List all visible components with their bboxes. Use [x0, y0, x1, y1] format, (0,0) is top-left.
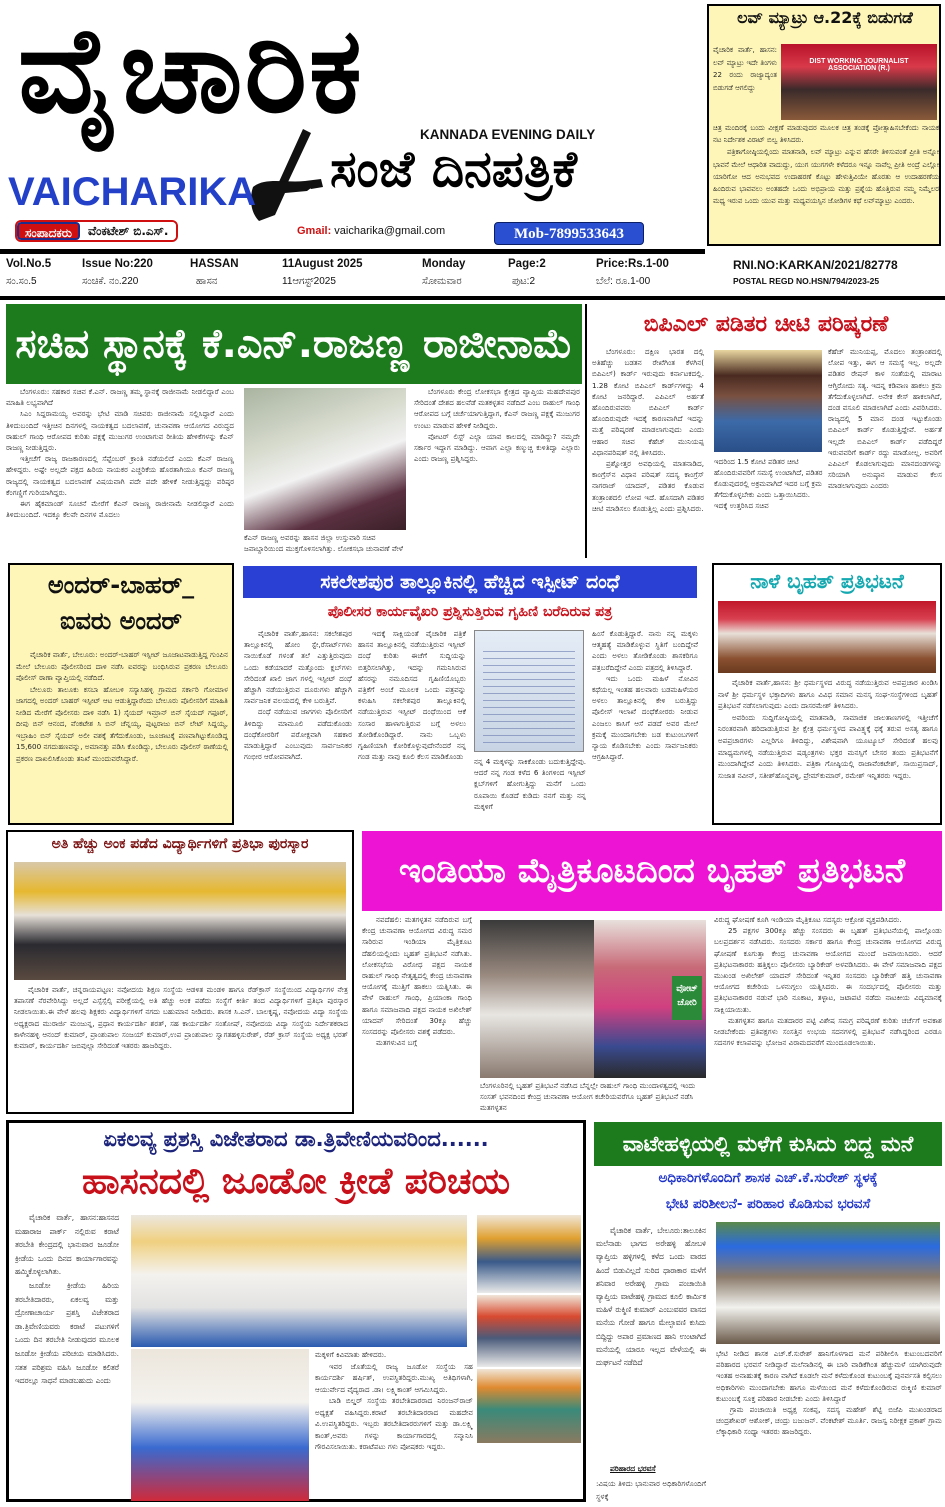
gmail-value[interactable]: vaicharika@gmail.com: [334, 225, 446, 237]
paragraph: ಭೇಟಿ ನೀಡಿದ ಶಾಸಕ ಎಚ್.ಕೆ.ಸುರೇಶ್ ಹಾನಿಗೊಳಗಾದ ಮನೆ ಪರಿಶೀಲಿಸಿ ಕುಟುಂಬದವರಿಗೆ ಪರಿಹಾರದ ಭರವಸೆ ನೀಡಿದ್ದಾರೆ ಮಲೆನಾಡಿನಲ್ಲಿ ಈ ಬಾರಿ ವಾಡಿಕೆಗಿಂತ ಹೆಚ್ಚುಮಳೆ ಯಾಗಿರುವುದೇ ಇಂತಹ ಅನಾಹುತಕ್ಕೆ ಕಾರಣ ವಾಗಿದೆ ಕೂಡಲೇ ಮನೆ ಕಳೆದುಕೊಂಡ ಕುಟುಂಬಕ್ಕೆ ಪುನರ್ವಸತಿ ಕಲ್ಪಿಸಲು ಅಧಿಕಾರಿಗಳು ಮುಂದಾಗಬೇಕು ಹಾಗೂ ಮಳೆಯಿಂದ ಮನೆ ಕಳೆದುಕೊಂಡಿರುವ ರುಕ್ಮಿಣಿ ಕುಮಾರ್ ಕುಟುಂಬಕ್ಕೆ ಸೂಕ್ತ ಪರಿಹಾರ ನೀಡಬೇಕು ಎಂದು ತಿಳಿಸಿದ್ದಾರೆ: [716, 1349, 942, 1403]
minister-photo: [714, 350, 822, 452]
volume-kn: ಸಂ.ಸಂ.5: [6, 276, 37, 287]
paragraph: ಇದು ಒಂದು ಮಹಿಳೆ ನೋವಿನ ಕಥೆಯಲ್ಲ ಇಂತಹ ಹಲವಾರು ಬಡಮಹಿಳೆಯರ ಅಳಲು ತಾಲ್ಲೂಕಿನಲ್ಲಿ ಕೇಳಿ ಬರುತ್ತಿದ್ದು ಪೊಲೀಸ್ ಇಲಾಖೆ ದಂಧೆಕೋರರು ನೀಡುವ ಎಂಜಲು ಕಾಸಿಗೆ ಆಸೆ ಪಡದೆ ಅವರ ಮೇಲೆ ಕ್ರಮಕ್ಕೆ ಮುಂದಾಗಬೇಕು ಬಡ ಕುಟುಂಬಗಳಿಗೆ ನ್ಯಾಯ ಕೊಡಿಸಬೇಕು ಎಂದು ಸಾರ್ವಜನಿಕರು ಆಗ್ರಹಿಸಿದ್ದಾರೆ.: [592, 673, 698, 762]
paragraph: ಅವರಿಂದು ಸುದ್ದಿಗೋಷ್ಠಿಯಲ್ಲಿ ಮಾತನಾಡಿ, ಸಾಮಾಜಿಕ ಜಾಲತಾಣಗಳಲ್ಲಿ ಇತ್ತೀಚೆಗೆ ನಿರಂತರವಾಗಿ ಹರಿದಾಡುತ್ತಿರುವ ಶ್ರೀ ಕ್ಷೇತ್ರ ಧರ್ಮಸ್ಥಳದ ಪಾವಿತ್ರ್ಯಕ್ಕೆ ಧಕ್ಕೆ ತರುವ ಅಸತ್ಯ ಹಾಗೂ ಅಪಪ್ರಚಾರಗಳು ಎಲ್ಲರಿಗೂ ತಿಳಿದಿದ್ದು, ವಿಶೇಷವಾಗಿ ಯೂಟ್ಯೂಬ್ ಸೇರಿದಂತೆ ಹಲವು ಮಾಧ್ಯಮಗಳಲ್ಲಿ ನಡೆಯುತ್ತಿರುವ ಷಡ್ಯಂತ್ರಗಳು ಭಕ್ತರ ಮನಸ್ಸಿಗೆ ಬೇಸರ ತಂದು ಪ್ರತಿಭಟನೆಗೆ ಮುಂದಾಗಿದ್ದೇವೆ ಎಂದು ತಿಳಿಸಿದರು. ಪತ್ರಿಕಾ ಗೋಷ್ಠಿಯಲ್ಲಿ ರಾಜಾವೆಂಕಟೇಶ್, ಸಾಯಿಪ್ರಸಾದ್, ಸುಜಾತ ನವೀನ್, ಸತೀಶ್‌ಹೊನ್ನವಳ್ಳಿ, ಪ್ರೇಮ್‌ಕುಮಾರ್, ರಮೇಶ್ ಇನ್ನಿತರರು ಇದ್ದರು.: [718, 712, 938, 780]
price-kn: ಬೆಲೆ: ರೂ.1-00: [596, 276, 651, 287]
price: Price:Rs.1-00: [596, 258, 669, 270]
paragraph: ಇವರ ಜೊತೆಯಲ್ಲಿ ರಾಜ್ಯ ಜೂಡೋ ಸಂಸ್ಥೆಯ ಸಹ ಕಾರ್ಯದರ್ಶಿ ಹರ್ಷಿತ್, ಉಪಸ್ಥಿತರಿದ್ದರು.ಮುಖ್ಯ ಅತಿಥಿಗಳಾಗಿ, ಆಯುರ್ವೇದ ವೈದ್ಯರಾದ .ಡಾ। ಲಕ್ಷ್ಮಿಕಾಂತ್ ಆಗಮಿಸಿದ್ದರು.: [315, 1361, 473, 1394]
sakleshpur-column-2: [358, 628, 466, 824]
photo-banner: DIST WORKING JOURNALIST ASSOCIATION (R.): [809, 58, 909, 72]
info-top-rule: [0, 252, 705, 254]
letter-caption: ನನ್ನ 4 ಮಕ್ಕಳನ್ನು ಸಾಕಿಕೊಂಡು ಬದುಕುತ್ತಿದ್ದೇವು. ಆದರೆ ನನ್ನ ಗಂಡ ಕಳೆದ 6 ತಿಂಗಳಿಂದ ಇಸ್ಪೀಟ್ ಕ್ಲಬ್‌ಗಳಿಗೆ ಹೋಗುತ್ತಿದ್ದು ಮನೆಗೆ ಒಂದು ರೂಪಾಯಿ ಕೊಡದೆ ಕುಡಿದು ನನಗೆ ಮತ್ತು ನನ್ನ ಮಕ್ಕಳಿಗೆ: [474, 757, 586, 811]
india-alliance-column-1: [362, 914, 472, 1114]
city-kn: ಹಾಸನ: [196, 276, 218, 287]
paragraph: ವೈಚಾರಿಕ ವಾರ್ತೆ,ಹಾಸನ: ಸಕಲೇಶಪುರ ತಾಲ್ಲೂಕಿನಲ್ಲಿ ಹೋಂ ಸ್ಟೇ,ರೆಸಾರ್ಟ್‌ಗಳು ನಾಯಿಕೊಡೆ ಗಳಂತೆ ತಲೆ ಎತ್ತುತ್ತಿರುವುದು ಒಂದು ಕಡೆಯಾದರೆ ಮತ್ತೊಂದು ಕ್ಲಬ್‌ಗಳು ಸೇರಿದಂತೆ ಖಾಲಿ ಜಾಗ ಗಳಲ್ಲಿ ಇಸ್ಪೀಟ್ ದಂಧೆ ಹೆಚ್ಚಾಗಿ ನಡೆಯುತ್ತಿರುವ ದೂರುಗಳು ಹೆಚ್ಚಾಗಿ ಸಾರ್ವಜನಿಕ ವಲಯದಲ್ಲಿ ಕೇಳಿ ಬರುತ್ತಿವೆ.: [244, 629, 352, 706]
paragraph: ಈಗ ಹೈಕಮಾಂಡ್ ಸೂಚನೆ ಮೇರೆಗೆ ಕೆಎನ್ ರಾಜಣ್ಣ ರಾಜೀನಾಮೆ ನೀಡಲಿದ್ದಾರೆ ಎಂದು ತಿಳಿದುಬಂದಿದೆ. ಇದಕ್ಕೂ ಕೆಲವೇ ದಿನಗಳ ಮೊದಲು: [6, 499, 234, 520]
paragraph: ಪತ್ರಿಕಾಗೋಷ್ಠಿಯಲ್ಲಿಂದು ಮಾತನಾಡಿ, ಲವ್ ಮ್ಯಾಟ್ರು ಎನ್ನುವ ಹೆಸರೇ ತಿಳಿಸುವಂತೆ ಪ್ರೀತಿ ಅನ್ನೋ ಭಾವನೆ ಮೇಲೆ ಆಧಾರಿತ ವಾದುದ್ದು, ಯುಗ ಯುಗಗಳೇ ಕಳೆದರೂ ಇನ್ನೂ ನಾವೆಲ್ಲ ಪ್ರೀತಿ ಅಂದ್ರೆ ಎಲ್ಲೋ ಯಾರಿಗೋ ಆದ ಅನುಭವದ ಉದಾಹರಣೆ ಕೊಟ್ಟು ಹೇಳುತ್ತಿವಿಯೇ ಹೊರತು ಆ ಉದಾಹರಣೆಯ ಹಿಂದಿರುವ ಭಾವವಲು ಅಂತಹದೇ ಒಂದು ಅಭಿಪ್ರಾಯ ಮತ್ತು ಪ್ರಶ್ನೆಯ ಹೊತ್ತಿರುವ ನಮ್ಮ ನಿಮ್ಮೆಲರ ಮಧ್ಯ ಇರುವ ಒಂದು ಯುವ ಮತ್ತು ಮಧ್ಯವಯಸ್ಸಿನ ಜೋಡಿಗಳ ಕಥೆ ಲವ್‌ಮ್ಯಾಟ್ರು ಎಂದರು.: [713, 148, 939, 206]
headline-india-alliance: ಇಂಡಿಯಾ ಮೈತ್ರಿಕೂಟದಿಂದ ಬೃಹತ್ ಪ್ರತಿಭಟನೆ: [362, 831, 942, 911]
article-andar-bahar: [8, 563, 234, 825]
collapsed-house-photo: [716, 1222, 940, 1344]
masthead-english-title: VAICHARIKA: [8, 170, 257, 214]
paragraph: ನವದೆಹಲಿ: ಮತಗಳ್ಳತನ ನಡೆದಿರುವ ಬಗ್ಗೆ ಕೇಂದ್ರ ಚುನಾವಣಾ ಆಯೋಗದ ವಿರುದ್ಧ ಸಮರ ಸಾರಿರುವ ಇಂಡಿಯಾ ಮೈತ್ರಿಕೂಟ ದೆಹಲಿಯಲ್ಲಿಂದು ಬೃಹತ್ ಪ್ರತಿಭಟನೆ ನಡೆಸಿತು. ಲೋಕಸಭೆಯ ವಿರೋಧ ಪಕ್ಷದ ನಾಯಕ ರಾಹುಲ್ ಗಾಂಧಿ ನೇತೃತ್ವದಲ್ಲಿ ಕೇಂದ್ರ ಚುನಾವಣಾ ಆಯೋಗಕ್ಕೆ ಮುತ್ತಿಗೆ ಹಾಕಲು ಯತ್ನಿಸಿತು. ಈ ವೇಳೆ ರಾಹುಲ್ ಗಾಂಧಿ, ಪ್ರಿಯಾಂಕಾ ಗಾಂಧಿ ಹಾಗೂ ಸಮಾಜವಾದಿ ಪಕ್ಷದ ನಾಯಕ ಅಖಿಲೇಶ್ ಯಾದವ್ ಸೇರಿದಂತೆ 30ಕ್ಕೂ ಹೆಚ್ಚು ಸಂಸದರನ್ನು ಪೊಲೀಸರು ವಶಕ್ಕೆ ಪಡೆದರು.: [362, 915, 472, 1037]
vatehalli-column-1-continued: :ವಿಷಯ ತಿಳಿದು ಭಾನುವಾರ ಅಧಿಕಾರಿಗಳೊಂದಿಗೆ ಸ್ಥಳಕ್ಕೆ: [596, 1479, 706, 1501]
paragraph: ಹಿಂಸೆ ಕೊಡುತ್ತಿದ್ದಾರೆ. ನಾನು ನನ್ನ ಮಕ್ಕಳು ಆತ್ಮಹತ್ಯೆ ಮಾಡಿಕೊಳ್ಳುವ ಸ್ಥಿತಿಗೆ ಬಂದಿದ್ದೇವೆ ಎಂದು ಅಳಲು ತೋಡಿಕೊಂಡು ಶಾಸಕರಿಗೂ ಪತ್ರಬರೆದಿದ್ದೇನೆ ಎಂದು ಪತ್ರದಲ್ಲಿ ತಿಳಿಸಿದ್ದಾರೆ.: [592, 629, 698, 672]
masthead-tagline: KANNADA EVENING DAILY: [420, 127, 596, 142]
headline-line-1: ಅಂದರ್-ಬಾಹರ್_: [47, 571, 195, 599]
article-body: [718, 677, 938, 823]
judo-demonstration-photo: [131, 1349, 309, 1501]
paragraph: ಬಾಡಿ ಬಿಲ್ಡರ್ ಸಂಸ್ಥೆಯ ತರಬೇತಿದಾರರಾದ ನಿರಂಜನ್‌ರಾಜ್ ಅಧ್ಯಕ್ಷತೆ ವಹಿಸಿದ್ದರು.ಕರಾಟೆ ತರಬೇತಿದಾರರಾದ ಮಹದೇವ ವಿ.ಉಪಸ್ಥಿತರಿದ್ದರು. ಇಬ್ಬರು ತರಬೇತಿದಾರರುಗಳಿಗೆ ಮತ್ತು ಡಾ.ಲಕ್ಷ್ಮಿ ಕಾಂತ್,ಅವರು ಗಳನ್ನು ಕಾರ್ಯಾಗಾರದಲ್ಲಿ ಸನ್ಮಾನಿಸಿ ಗೌರವಿಸಲಾಯಿತು. ಕರಾಟೆಪಟು ಗಳು ಪೋಷಕರು ಇದ್ದರು.: [315, 1396, 473, 1451]
article-lead: ವೈಚಾರಿಕ ವಾರ್ತೆ, ಹಾಸನ: ಲವ್ ಮ್ಯಾಟ್ರು ಇದೇ ತಿಂಗಳು 22 ರಂದು ರಾಜ್ಯಾದ್ಯಂತ ಬಿಡುಗಡೆ ಆಗಲಿದ್ದು: [713, 46, 777, 92]
press-conference-photo: [718, 601, 936, 673]
paragraph: ಬೆಂಗಳೂರು ಕೇಂದ್ರ ಲೋಕಸಭಾ ಕ್ಷೇತ್ರದ ವ್ಯಾಪ್ತಿಯ ಮಹದೇವಪುರ ಸೇರಿದಂತೆ ದೇಶದ ಹಲವೆಡೆ ಮತಕಳ್ಳತನ ನಡೆದಿದೆ ಎಂಬ ರಾಹುಲ್ ಗಾಂಧಿ ಆರೋಪದ ಬಗ್ಗೆ ಚರ್ಚೆಯಾಗುತ್ತಿದ್ದಾಗ, ಕೆಎನ್ ರಾಜಣ್ಣ ಪಕ್ಷಕ್ಕೆ ಮುಜುಗರ ಉಂಟು ಮಾಡುವ ಹೇಳಿಕೆ ನೀಡಿದ್ದರು.: [414, 387, 580, 430]
paragraph: ವೈಚಾರಿಕ ವಾರ್ತೆ, ಹಾಸನ:ಹಾಸನದ ಮಹಾರಾಜ ಪಾರ್ಕ್ ನಲ್ಲಿರುವ ಕರಾಟೆ ತರಬೇತಿ ಕೇಂದ್ರದಲ್ಲಿ ಭಾನುವಾರ ಜೂಡೋ ಕ್ರೀಡೆಯ ಒಂದು ದಿನದ ಕಾರ್ಯಾಗಾರವನ್ನು ಹಮ್ಮಿಕೊಳ್ಳಲಾಗಿತು.: [15, 1213, 119, 1277]
pen-hand-icon: [245, 125, 325, 225]
article-pratibha-puraskara: [6, 830, 354, 1114]
email-contact: [297, 225, 445, 237]
subheadline-line-2: ಭೇಟಿ ಪರಿಶೀಲನೆ- ಪರಿಹಾರ ಕೊಡಿಸುವ ಭರವಸೆ: [665, 1196, 871, 1212]
paragraph: ಮತಗಳುವಿನ ಬಗ್ಗೆ: [376, 1038, 418, 1048]
paragraph: ಸಿಎಂ ಸಿದ್ದರಾಮಯ್ಯ ಅವರನ್ನು ಭೇಟಿ ಮಾಡಿ ಸಚಿವರು ರಾಜೀನಾಮೆ ಸಲ್ಲಿಸಿದ್ದಾರೆ ಎಂದು ತಿಳಿದುಬಂದಿದೆ ಇತ್ತೀಚಿನ ದಿನಗಳಲ್ಲಿ ನಾಯಕತ್ವದ ಬದಲಾವಣೆ, ಚುನಾವಣಾ ಆಯೋಗದ ವಿರುದ್ಧದ ರಾಹುಲ್ ಗಾಂಧಿ ಆರೋಪದ ಕುರಿತು ಪಕ್ಷಕ್ಕೆ ಮುಜುಗರ ಉಂಟಾಗುವ ರೀತಿಯ ಹೇಳಿಕೆಗಳನ್ನು ಕೆಎನ್ ರಾಜಣ್ಣ ನೀಡುತ್ತಿದ್ದರು.: [6, 409, 234, 453]
issue-number-kn: ಸಂಚಿಕೆ. ನಂ.220: [82, 276, 139, 287]
date: 11August 2025: [282, 258, 363, 270]
paragraph: ಜೂಡೋ ಕ್ರೀಡೆಯ ಹಿರಿಯ ತರಬೇತಿದಾರರು, ಏಕಲವ್ಯ ಮತ್ತು ದ್ರೋಣಾಚಾರ್ಯ ಪ್ರಶಸ್ತಿ ವಿಜೇತರಾದ ಡಾ.ತ್ರಿವೇಣಿಯವರು ಕರಾಟೆ ಪಟುಗಳಿಗೆ ಒಂದು ದಿನ ತರಬೇತಿ ನೀಡುವುದರ ಮೂಲಕ ಜೂಡೋ ಕ್ರೀಡೆಯ ಪರಿಚಯ ಮಾಡಿಸಿದರು. ಸತತ ಪರಿಶ್ರಮ ವಹಿಸಿ ಜೂಡೋ ಕಲಿತರೆ ಇದರಲ್ಲೂ ಸಾಧನೆ ಮಾಡಬಹುದು ಎಂದು: [15, 1280, 119, 1386]
judo-column-2: [315, 1349, 473, 1501]
paragraph: ಬೆಂಗಳೂರು: ದಕ್ಷಿಣ ಭಾರತ ದಲ್ಲಿ ಅತಿಹೆಚ್ಚು ಬಡತನ ರೇಖೆಗಿಂತ ಕೆಳಗಿನ( ಬಿಪಿಎಲ್) ಕಾರ್ಡ್ ಇರುವುದು ಕರ್ನಾಟಕದಲ್ಲಿ. 1.28 ಕೋಟಿ ಬಿಪಿಎಲ್ ಕಾರ್ಡ್‌ಗಳಿದ್ದು 4 ಕೋಟಿ ಜನರಿದ್ದಾರೆ. ಎಪಿಎಲ್ ಅರ್ಹತೆ ಹೊಂದಿರುವವರು ಬಿಪಿಎಲ್ ಕಾರ್ಡ್ ಹೊಂದಿರುವುದೇ ಇದಕ್ಕೆ ಕಾರಣವಾಗಿದೆ ಇದನ್ನು ಮತ್ತೆ ಪರಿಷ್ಕರಣೆ ಮಾಡಲಾಗುವುದು ಎಂದು ಆಹಾರ ಸಚಿವ ಕೆಹೆಚ್ ಮುನಿಯಪ್ಪ ವಿಧಾನಪರಿಷತ್ ನಲ್ಲಿ ತಿಳಿಸಿದರು.: [592, 347, 704, 457]
headline-vatehalli: ವಾಟೇಹಳ್ಳಿಯಲ್ಲಿ ಮಳೆಗೆ ಕುಸಿದು ಬಿದ್ದ ಮನೆ: [594, 1122, 942, 1166]
article-judo: [6, 1120, 586, 1502]
paragraph: ಬೇಲೂರು ತಾಲೂಕು ಕಸಬಾ ಹೋಬಳಿ ಸಸ್ಯಾಸಿಹಳ್ಳಿ ಗ್ರಾಮದ ಸರ್ಕಾರಿ ಗೋಮಾಳ ಜಾಗದಲ್ಲಿ ಅಂದರ್ ಬಾಹರ್ ಇಸ್ಪೀಟ್ ಆಟ ಆಡುತ್ತಿದ್ದಾರೆಂದು ಬೇಲೂರು ಪೊಲೀಸರಿಗೆ ಮಾಹಿತಿ ನೀಡಿದ ಮೇರೆಗೆ ಪೊಲೀಸರು ದಾಳಿ ನಡೆಸಿ 1) ಸೈಯದ್ ಇಮ್ರಾನ್ ಬಿನ್ ಸೈಯದ್ ಗಫೂರ್, ದೀಪು ಬಿನ್ ಆನಂದ, ವೆಂಕಟೇಶ ಸಿ ಬಿನ್ ಚೆನ್ನಯ್ಯ, ಪುಟ್ಟರಾಜು ಬಿನ್ ಲೇಟ್ ಸಿದ್ದಯ್ಯ, ಇಬ್ರಾಹಿಂ ಬಿನ್ ಸೈಯದ್ ಅಲೀ ವಶಕ್ಕೆ ತೆಗೆದುಕೊಂಡು, ಜೂಜಾಟಕ್ಕೆ ಪಣವಾಗಿಟ್ಟುಕೊಂಡಿದ್ದ 15,600 ನಗದುಹಣವನ್ನು, ಅಮಾನತ್ತು ಪಡಿಸಿ ಕೊಂಡಿದ್ದು, ಬೇಲೂರು ಪೊಲೀಸ್ ಠಾಣೆಯಲ್ಲಿ ಪ್ರಕರಣ ದಾಖಲಿಸಿಕೊಂಡು ತನಿಖೆ ಮುಂದುವರೆಸಿದ್ದಾರೆ.: [16, 684, 228, 763]
article-body: [14, 984, 348, 1112]
weekday-kn: ಸೋಮವಾರ: [422, 276, 462, 287]
paragraph: ಇತ್ತೀಚೆಗೆ ರಾಜ್ಯ ರಾಜಕಾರಣದಲ್ಲಿ ಸೆಪ್ಟೆಂಬರ್ ಕ್ರಾಂತಿ ನಡೆಯಲಿದೆ ಎಂದು ಕೆಎನ್ ರಾಜಣ್ಣ ಹೇಳಿದ್ದರು. ಅಷ್ಟೇ ಅಲ್ಲದೇ ಪಕ್ಷದ ಹಿರಿಯ ನಾಯಕರ ಎಚ್ಚರಿಕೆಯ ಹೊರತಾಗಿಯೂ ಕೆಎನ್ ರಾಜಣ್ಣ ರಾಜ್ಯದಲ್ಲಿ ನಾಯಕತ್ವದ ಬದಲಾವಣೆ ವಿಷಯವಾಗಿ ಪದೇ ಪದೇ ಹೇಳಿಕೆ ನೀಡುತ್ತಿದ್ದದ್ದು ವರಿಷ್ಠರ ಕೆಂಗಣ್ಣಿಗೆ ಗುರಿಯಾಗಿದ್ದರು.: [6, 454, 234, 497]
page-number-kn: ಪುಟ:2: [512, 276, 536, 287]
rni-number: RNI.NO:KARKAN/2021/82778: [733, 258, 898, 272]
editor-label: ಸಂಪಾದಕರು: [17, 222, 80, 240]
paragraph: ಪ್ರಶ್ನೋತ್ತರ ಅವಧಿಯಲ್ಲಿ ಮಾತನಾಡಿದ, ಕಾಂಗ್ರೆಸ್‌ನ ವಿಧಾನ ಪರಿಷತ್ ಸದಸ್ಯ ಕಾಂಗ್ರೆಸ್ ನಾಗರಾಜ್ ಯಾದವ್, ಪಡಿತರ ಕೊಡುವ ತಂತ್ರಾಂಶದಲಿ ಲೋಪ ಇದೆ. ಹೊಸದಾಗಿ ಪಡಿತರ ಚೀಟಿ ಮಾಡಿಸಲು ಕೊಡುತ್ತಿಲ್ಲ ಎಂದು ಪ್ರಶ್ನಿಸಿದರು.: [592, 459, 704, 513]
paragraph: ಗ್ರಾಮ ಪಂಚಾಯಿತಿ ಅಧ್ಯಕ್ಷ ಸಂಕಪ್ಪ, ಸದಸ್ಯ ಮಹೇಶ್ ಶೆಟ್ಟಿ ಬಿಜೆಪಿ ಮುಖಂಡರಾದ ಚಂದ್ರಶೇಖರ್ ಆಶೋಕ್, ಚಂದ್ರು ಬಜುಜನ್. ವೆಂಕಟೇಶ್ ಮೂರ್ತಿ. ರಾಜಸ್ವ ನಿರೀಕ್ಷಕ ಪ್ರಕಾಶ್ ಗ್ರಾಮ ಲೆಕ್ಕಾಧಿಕಾರಿ ಸಂಧ್ಯಾ ಇತರರು ಹಾಜರಿದ್ದರು.: [716, 1405, 942, 1437]
sub-label-parihara: ಪರಿಹಾರದ ಭರವಸೆ: [610, 1464, 656, 1473]
sakleshpur-column-1: [244, 628, 352, 824]
vatehalli-column-2: [716, 1348, 942, 1504]
headline-rajanna: ಸಚಿವ ಸ್ಥಾನಕ್ಕೆ ಕೆ.ಎನ್.ರಾಜಣ್ಣ ರಾಜೀನಾಮೆ: [6, 304, 582, 384]
sakleshpur-column-4: [592, 628, 698, 824]
subheadline-line-1: ಅಧಿಕಾರಿಗಳೊಂದಿಗೆ ಶಾಸಕ ಎಚ್.ಕೆ.ಸುರೇಶ್ ಸ್ಥಳಕ್ಕೆ: [658, 1170, 878, 1186]
award-ceremony-photo: [14, 862, 346, 980]
editor-badge: [15, 220, 178, 242]
india-alliance-column-3: [714, 914, 942, 1114]
postal-reg-number: POSTAL REGD NO.HSN/794/2023-25: [733, 276, 880, 286]
paragraph: 25 ಪಕ್ಷಗಳ 300ಕ್ಕೂ ಹೆಚ್ಚು ಸಂಸದರು ಈ ಬೃಹತ್ ಪ್ರತಿಭಟನೆಯಲ್ಲಿ ಪಾಲ್ಗೊಂಡು ಬಲಪ್ರದರ್ಶನ ನಡೆಸಿದರು. ಸಂಸದರು ಸರ್ಕಾರ ಹಾಗೂ ಕೇಂದ್ರ ಚುನಾವಣಾ ಆಯೋಗದ ವಿರುದ್ಧ ಘೋಷಣೆ ಕೂಗುತ್ತಾ ಕೇಂದ್ರ ಚುನಾವಣಾ ಆಯೋಗದ ಮುಂದೆ ಜಮಾಯಿಸಿದರು. ಆದರೆ ಪ್ರತಿಭಟನಾಕಾರರು ಹತ್ತಿಕ್ಕಲು ಪೊಲೀಸರು ಬ್ಯಾರಿಕೇಡ್ ಅಳವಡಿಸಿದರು. ಈ ವೇಳೆ ಸಮಾಜವಾದಿ ಪಕ್ಷದ ಮುಖಂಡ ಅಖಿಲೇಶ್ ಯಾದವ್ ಸೇರಿದಂತೆ ಇನ್ನಿತರ ಸಂಸದರು ಬ್ಯಾರಿಕೇಡ್ ಹತ್ತಿ ಚುನಾವಣಾ ಆಯೋಗದ ಕಚೇರಿಯ ಒಳನುಗ್ಗಲು ಯತ್ನಿಸಿದರು. ಈ ಸಂದರ್ಭದಲ್ಲಿ ಪೊಲೀಸರು ಮತ್ತು ಪ್ರತಿಭಟನಾಕಾರರ ನಡುವೆ ಭಾರಿ ನೂಕಾಟ, ತಳ್ಳಾಟ, ಜಟಾಪಟಿ ನಡೆದು ನಾಟಕೀಯ ವಿದ್ಯಮಾನಕ್ಕೆ ಸಾಕ್ಷಿಯಾಯಿತು.: [714, 926, 942, 1014]
paragraph: ಮಕ್ಕಳಿಗೆ ಕಿವಿಮಾತು ಹೇಳಿದರು.: [315, 1350, 387, 1359]
city: HASSAN: [190, 258, 239, 270]
india-alliance-photo-caption: ಬೆಂಗಳೂರಿನಲ್ಲಿ ಬೃಹತ್ ಪ್ರತಿಭಟನೆ ನಡೆಸಿದ ಬೆನ್ನಲ್ಲೇ ರಾಹುಲ್ ಗಾಂಧಿ ಮುಂದಾಳತ್ವದಲ್ಲಿ ಇಂದು ಸಂಸತ್ ಭವನದಿಂದ ಕೇಂದ್ರ ಚುನಾವಣಾ ಆಯೋಗ ಕಚೇರಿಯವರೆಗೂ ಬೃಹತ್ ಪ್ರತಿಭಟನೆ ನಡೆಸಿ ಮತಗಳ್ಳತನ: [480, 1081, 696, 1112]
masthead-title: ವೈಚಾರಿಕ: [18, 0, 364, 139]
protest-crowd-photo: [594, 920, 706, 1078]
masthead-subtitle: ಸಂಜೆ ದಿನಪತ್ರಿಕೆ: [330, 140, 577, 198]
felicitation-photo-1: [477, 1215, 581, 1293]
article-love-matru: [707, 4, 941, 246]
issue-number: Issue No:220: [82, 258, 153, 270]
paragraph: ಮತಗಳ್ಳತನ ಹಾಗೂ ಮತದಾರರ ಪಟ್ಟಿ ವಿಶೇಷ ಸಮಗ್ರ ಪರಿಷ್ಕರಣೆ ಕುರಿತು ಚರ್ಚೆಗೆ ಅವಕಾಶ ನೀಡಬೇಕೆಂದು ಪ್ರತಿಪಕ್ಷಗಳು ಸಂಸತ್ತಿನ ಉಭಯ ಸದನಗಳಲ್ಲಿ ಪ್ರತಿಭಟನೆ ನಡೆಸಿದ್ದರಿಂದ ಎರಡೂ ಸದನಗಳ ಕಲಾಪವನ್ನು ಭೋಜನ ವಿರಾಮದವರೆಗೆ ಮುಂದೂಡಲಾಯಿತು.: [714, 1015, 942, 1048]
rajanna-column-1: [6, 386, 234, 556]
paragraph: ಬೆಂಗಳೂರು: ಸಹಕಾರ ಸಚಿವ ಕೆ.ಎನ್. ರಾಜಣ್ಣ ತಮ್ಮ ಸ್ಥಾನಕ್ಕೆ ರಾಜೀನಾಮೆ ನೀಡಲಿದ್ದಾರೆ ಎಂಬ ಮಾಹಿತಿ ಲಭ್ಯವಾಗಿದೆ: [6, 387, 234, 408]
headline-sakleshpur: ಸಕಲೇಶಪುರ ತಾಲ್ಲೂಕಿನಲ್ಲಿ ಹೆಚ್ಚಿದ ಇಸ್ಪೀಟ್ ದಂಧೆ: [243, 566, 697, 598]
rajanna-column-3: [414, 386, 580, 556]
headline: ಲವ್ ಮ್ಯಾಟ್ರು ಆ.22ಕ್ಕೆ ಬಿಡುಗಡೆ: [737, 8, 913, 27]
date-kn: 11ಆಗಸ್ಟ್2025: [282, 276, 336, 287]
paragraph: ವೈಚಾರಿಕ ವಾರ್ತೆ, ಚನ್ನರಾಯಪಟ್ಟಣ: ನವೋದಯ ಶಿಕ್ಷಣ ಸಂಸ್ಥೆಯ ಆಡಳಿತ ಮಂಡಳಿ ಹಾಗೂ ರೆಡ್‌ಕ್ರಾಸ್ ಸಂಸ್ಥೆಯಿಂದ ವಿದ್ಯಾರ್ಥಿಗಳ ನೇತ್ರ ತಪಾಸಣೆ ನೆರವೇರಿಸಿದ್ದು ಅಲ್ಲದೆ ಎಸ್ಸೆಸ್ಸೆಲ್ಸಿ ಪರೀಕ್ಷೆಯಲ್ಲಿ ಅತಿ ಹೆಚ್ಚು ಅಂಕ ಪಡೆದು ಸಂಸ್ಥೆಗೆ ಕೀರ್ತಿ ತಂದ ವಿದ್ಯಾರ್ಥಿಗಳಿಗೆ ಪ್ರತಿಭಾ ಪುರಸ್ಕಾರ ನೀಡಲಾಯಿತು.ಈ ವೇಳೆ ಹಲವು ಶಿಕ್ಷಕರು ವಿದ್ಯಾರ್ಥಿಗಳಿಗೆ ನಗದು ಬಹುಮಾನ ನೀಡಿದರು. ಶಾಸಕ ಸಿ.ಎನ್. ಬಾಲಕೃಷ್ಣ, ನವೋದಯ ವಿದ್ಯಾ ಸಂಸ್ಥೆಯ ಅಧ್ಯಕ್ಷರಾದ ಮುರಾರ್ಜಿ ಮಂಜುನ್ನ, ಪ್ರಧಾನ ಕಾರ್ಯದರ್ಶಿ ಶರತ್, ಸಹ ಕಾರ್ಯದರ್ಶಿ ಸಂತೋಷ್, ನವೋದಯ ವಿದ್ಯಾ ಸಂಸ್ಥೆಯ ನಿರ್ದೇಶಕರಾದ ಕಾಳೇನಹಳ್ಳಿ ಆನಂದ್ ಕುಮಾರ್, ಪ್ರಾಂಶುಪಾಲ ಸಂಜಯ್ ಕುಮಾರ್,ಉಪ ಪ್ರಾಂಶುಪಾಲ ಸ್ವಾಗತಹಳ್ಳಿಸುರೇಶ್, ರೆಡ್ ಕ್ರಾಸ್ ಸಂಸ್ಥೆಯ ಅಧ್ಯಕ್ಷ ಭರತ್ ಕುಮಾರ್, ಕಾರ್ಯದರ್ಶಿ ಜಬಿವುಲ್ಲಾ ಸೇರಿದಂತೆ ಇತರರು ಹಾಜರಿದ್ದರು.: [14, 985, 348, 1051]
rajanna-photo-caption: ಕೆಎನ್ ರಾಜಣ್ಣ ಅವರನ್ನು ಹಾಸನ ಜಿಲ್ಲಾ ಉಸ್ತುವಾರಿ ಸಚಿವ ಜವಾಬ್ದಾರಿಯಿಂದ ಮುಕ್ತಗೊಳಿಸಲಾಗಿತ್ತು. ಲೋಕಸಭಾ ಚುನಾವಣೆ ವೇಳೆ: [244, 533, 403, 553]
paragraph: ಕೆಹೆಚ್ ಮುನಿಯಪ್ಪ, ಮೊದಲು ತಂತ್ರಾಂಶದಲ್ಲಿ ಲೋಪ ಇತ್ತು, ಈಗ ಆ ಸಮಸ್ಯೆ ಇಲ್ಲ. ಅಲ್ಲದೇ ಪಡಿತರ ರೇಷನ್ ಕಾಳ ಸಂತೆಯಲ್ಲಿ ಮಾರಾಟ ಆಗ್ತಿರೋದು ಸತ್ಯ. ಇದನ್ನ ಕಡಿವಾಣ ಹಾಕಲು ಕ್ರಮ ತೆಗೆದುಕೊಳ್ಳಲಾಗಿದೆ. ಅನೇಕ ಕೇಸ್ ಹಾಕಲಾಗಿದೆ, ದಂಡ ವಸೂಲಿ ಮಾಡಲಾಗಿದೆ ಎಂದು ವಿವರಿಸಿದರು. ರಾಜ್ಯದಲ್ಲಿ 5 ಮಾನ ದಂಡ ಇಟ್ಟುಕೊಂಡು ಬಿಪಿಎಲ್ ಕಾರ್ಡ್ ಕೊಡುತ್ತಿದ್ದೇವೆ. ಅರ್ಹತೆ ಇಲ್ಲದೇ ಬಿಪಿಎಲ್ ಕಾರ್ಡ್ ಪಡೆದಿದ್ದರೆ ಇರುವವರಿಗೆ ಕಾರ್ಡ್ ರದ್ದು ಮಾಡೋಲ್ಲ. ಅವರಿಗೆ ಎಪಿಎಲ್ ಕೊಡಲಾಗುವುದು ಮಾನದಂಡಗಳನ್ನು ಸರಿಯಾಗಿ ಅನುಷ್ಠಾನ ಮಾಡುವ ಕೆಲಸ ಮಾಡಲಾಗುವುದು ಎಂದರು: [828, 347, 942, 491]
felicitation-photo-3: [477, 1369, 581, 1443]
headline: ಹಾಸನದಲ್ಲಿ ಜೂಡೋ ಕ್ರೀಡೆ ಪರಿಚಯ: [81, 1161, 511, 1202]
editor-name: ವೆಂಕಟೇಶ್ ಬಿ.ಎಸ್.: [80, 222, 176, 240]
gmail-label: Gmail:: [297, 225, 332, 237]
paragraph: ವೈಚಾರಿಕ ವಾರ್ತೆ,ಹಾಸನ: ಶ್ರೀ ಧರ್ಮಸ್ಥಳದ ವಿರುದ್ಧ ನಡೆಯುತ್ತಿರುವ ಅಪಪ್ರಚಾರ ಖಂಡಿಸಿ ನಾಳೆ ಶ್ರೀ ಧರ್ಮಸ್ಥಳ ಭಕ್ತಾದಿಗಳು ಹಾಗೂ ವಿವಿಧ ಸಮಾನ ಮನಸ್ಕ ಸಂಘ-ಸಂಸ್ಥೆಗಳಿಂದ ಬೃಹತ್ ಪ್ರತಿಭಟನೆ ನಡೆಸಲಾಗುವುದು ಎಂದು ದಾಸರಮೇಶ್ ತಿಳಿಸಿದರು.: [718, 678, 938, 711]
rajanna-photo: [244, 388, 406, 530]
info-bottom-rule: [0, 296, 945, 300]
column-divider: [585, 304, 587, 558]
paragraph: ಚಿತ್ರ ಮಂದಿರಕ್ಕೆ ಬಂದು ವೀಕ್ಷಣೆ ಮಾಡುವುದರ ಮೂಲಕ ಚಿತ್ರ ತಂಡಕ್ಕೆ ಪ್ರೋತ್ಸಾಹಿಸಬೇಕೆಂದು ನಾಯಕ ನಟ ನಿರ್ದೇಶಕ ವಿರಾಟ್ ಬಿಲ್ವ ತಿಳಿಸಿದರು.: [713, 124, 939, 145]
volume: Vol.No.5: [6, 258, 52, 270]
bpl-column-3: [828, 346, 942, 558]
mobile-contact: Mob-7899533643: [494, 222, 644, 245]
article-naale-pratibhatane: [712, 563, 942, 825]
article-body: [16, 649, 228, 821]
kicker: ಏಕಲವ್ಯ ಪ್ರಶಸ್ತಿ ವಿಜೇತರಾದ ಡಾ.ತ್ರಿವೇಣಿಯವರಿಂದ......: [103, 1127, 489, 1151]
vatehalli-column-1: [596, 1224, 706, 1464]
judo-column-1: [15, 1211, 119, 1495]
headline-line-2: ಐವರು ಅಂದರ್: [59, 607, 183, 635]
paragraph: ವಿರುದ್ಧ ಘೋಷಣೆ ಕೂಗಿ ಇಂಡಿಯಾ ಮೈತ್ರಿಕೂಟ ಸದಸ್ಯರು ಆಕ್ರೋಶ ವ್ಯಕ್ತಪಡಿಸಿದರು.: [714, 915, 902, 924]
rahul-gandhi-photo: [480, 920, 594, 1078]
bpl-column-1: [592, 346, 704, 558]
paragraph: ವೋಟರ್ ಲಿಸ್ಟ್ ಎಲ್ಲಾ ಯಾವ ಕಾಲದಲ್ಲಿ ಮಾಡಿದ್ದು? ನಮ್ಮದೇ ಸರ್ಕಾರ ಇದ್ದಾಗ ಮಾಡಿದ್ದು. ಆವಾಗ ಎಲ್ಲಾ ಕಣ್ಮುಚ್ಚಿ ಕುಳಿತಿದ್ವಾ ಎಲ್ಲಾರು ಎಂದು ರಾಜಣ್ಣ ಪ್ರಶ್ನಿಸಿದ್ದರು.: [414, 431, 580, 464]
handwritten-letter-photo: [474, 630, 584, 752]
felicitation-photo-2: [477, 1295, 581, 1367]
protest-sign: ವೋಟ್ ಚೋರಿ: [672, 976, 702, 1020]
headline: ಅತಿ ಹೆಚ್ಚು ಅಂಕ ಪಡೆದ ವಿದ್ಯಾರ್ಥಿಗಳಿಗೆ ಪ್ರತಿಭಾ ಪುರಸ್ಕಾರ: [51, 836, 309, 852]
judo-workshop-photo: [131, 1215, 467, 1347]
subheadline-sakleshpur: ಪೊಲೀಸರ ಕಾರ್ಯವೈಖರಿ ಪ್ರಶ್ನಿಸುತ್ತಿರುವ ಗೃಹಿಣಿ ಬರೆದಿರುವ ಪತ್ರ: [327, 604, 613, 620]
paragraph: ದಂಧೆ ನಡೆಯುವ ಜಾಗಗಳು ಪೊಲೀಸರಿಗೆ ತಿಳಿದಿದ್ದು ಮಾಮೂಲಿ ಪಡೆದುಕೊಂಡು ದಂಧೆಕೋರರಿಗೆ ಪರೋಕ್ಷವಾಗಿ ಸಹಕಾರ ಮಾಡುತ್ತಿದ್ದಾರೆ ಎಂಬುವುದು ಸಾರ್ವಜನಿಕರ ಗಂಭೀರ ಆರೋಪವಾಗಿದೆ.: [244, 707, 352, 762]
headline: ನಾಳೆ ಬೃಹತ್ ಪ್ರತಿಭಟನೆ: [750, 569, 904, 593]
headline-bpl: ಬಿಪಿಎಲ್ ಪಡಿತರ ಚೀಟಿ ಪರಿಷ್ಕರಣೆ: [643, 312, 889, 337]
press-meet-photo: [781, 44, 937, 120]
paragraph: ವೈಚಾರಿಕ ವಾರ್ತೆ, ಬೇಲೂರು: ಅಂದರ್-ಬಾಹರ್ ಇಸ್ಪೀಟ್ ಜೂಜಾಟವಾಡುತ್ತಿದ್ದ ಗುಂಪಿನ ಮೇಲೆ ಬೇಲೂರು ಪೊಲೀಸರಿಂದ ದಾಳಿ ನಡೆಸಿ ಐವರನ್ನು ಬಂಧಿಸಿರುವ ಪ್ರಕರಣ ಬೇಲೂರು ಪೊಲೀಸ್ ಠಾಣಾ ವ್ಯಾಪ್ತಿಯಲ್ಲಿ ನಡೆದಿದೆ.: [16, 650, 228, 682]
weekday: Monday: [422, 258, 466, 270]
issue-info-bar: [0, 256, 945, 296]
page-number: Page:2: [508, 258, 546, 270]
article-body: [713, 122, 939, 244]
paragraph: ಇದಕ್ಕೆ ಸಾಕ್ಷಿಯಂತೆ ವೈಚಾರಿಕ ಪತ್ರಿಕೆ ಹಾಸನ ತಾಲ್ಲೂಕಿನಲ್ಲಿ ನಡೆಯುತ್ತಿರುವ ಇಸ್ಪೀಟ್ ದಂಧೆ ಕುರಿತು ಈಚೆಗೆ ಸುದ್ದಿಯನ್ನು ಬಿತ್ತರಿಸಲಾಗಿತ್ತು, ಇದನ್ನು ಗಮನಿಸಿರುವ ಹೆಸರನ್ನು ನಮೂದಿಸದ ಗೃಹಿಣಿಯೊಬ್ಬರು ಪತ್ರಿಕೆಗೆ ಅಂಚೆ ಮೂಲಕ ಒಂದು ಪತ್ರವನ್ನು ಕಳುಹಿಸಿ ಸಕಲೇಶಪುರ ತಾಲ್ಲೂಕಿನಲ್ಲಿ ನಡೆಯುತ್ತಿರುವ ಇಸ್ಪೀಟ್ ದಂಧೆಯಿಂದ ಆಕೆ ಸಂಸಾರ ಹಾಳಾಗುತ್ತಿರುವ ಬಗ್ಗೆ ಅಳಲು ತೋಡಿಕೊಂಡಿದ್ದಾರೆ. ನಾನು ಒಬ್ಬಳು ಗೃಹಿಣಿಯಾಗಿ ಕೋರಿಕೊಳ್ಳುವುದೇನೆಂದರೆ ನನ್ನ ಗಂಡ ಮತ್ತು ನಾವು ಕೂಲಿ ಕೆಲಸ ಮಾಡಿಕೊಂಡು: [358, 629, 466, 762]
paragraph: ವೈಚಾರಿಕ ವಾರ್ತೆ, ಬೇಲೂರು:ತಾಲೂಕಿನ ಮಲೆನಾಡು ಭಾಗದ ಅರೇಹಳ್ಳಿ ಹೋಬಳಿ ವ್ಯಾಪ್ತಿಯ ಹಳ್ಳಿಗಳಲ್ಲಿ ಕಳೆದ ಒಂದು ವಾರದ ಹಿಂದೆ ಬಿಡುವಿಲ್ಲದೆ ಸುರಿದ ಧಾರಾಕಾರ ಮಳೆಗೆ ಶನಿವಾರ ಅರೇಹಳ್ಳಿ ಗ್ರಾಮ ಪಂಚಾಯಿತಿ ವ್ಯಾಪ್ತಿಯ ವಾಟೇಹಳ್ಳಿ ಗ್ರಾಮದ ಕೂಲಿ ಕಾರ್ಮಿಕ ಮಹಿಳೆ ರುಕ್ಮಿಣಿ ಕುಮಾರ್ ಎಂಬುವವರ ವಾಸದ ಮನೆಯ ಗೋಡೆ ಹಾಗೂ ಮೇಲ್ಛಾವಣಿ ಕುಸಿದು ಬಿದ್ದಿದ್ದು ಅಪಾರ ಪ್ರಮಾಣದ ಹಾನಿ ಉಂಟಾಗಿದೆ ಮನೆಯಲ್ಲಿ ಯಾರೂ ಇಲ್ಲದ ವೇಳೆಯಲ್ಲಿ ಈ ದುರ್ಘಟನೆ ನಡೆದಿದೆ: [596, 1226, 706, 1368]
bpl-photo-caption: ಇದರಿಂದ 1.5 ಕೋಟಿ ಪಡಿತರ ಚೀಟಿ ಹೊಂದಿರುವವರಿಗೆ ಸಮಸ್ಯೆ ಉಂಟಾಗಿದೆ, ಪಡಿತರ ಕೊಡುವುದರಲ್ಲಿ ಅಕ್ರಮವಾಗಿದೆ ಇದರ ಬಗ್ಗೆ ಕ್ರಮ ತೆಗೆದುಕೊಳ್ಳಬೇಕು ಎಂದು ಒತ್ತಾಯಿಸಿದರು. ಇದಕ್ಕೆ ಉತ್ತರಿಸಿದ ಸಚಿವ: [714, 457, 823, 510]
